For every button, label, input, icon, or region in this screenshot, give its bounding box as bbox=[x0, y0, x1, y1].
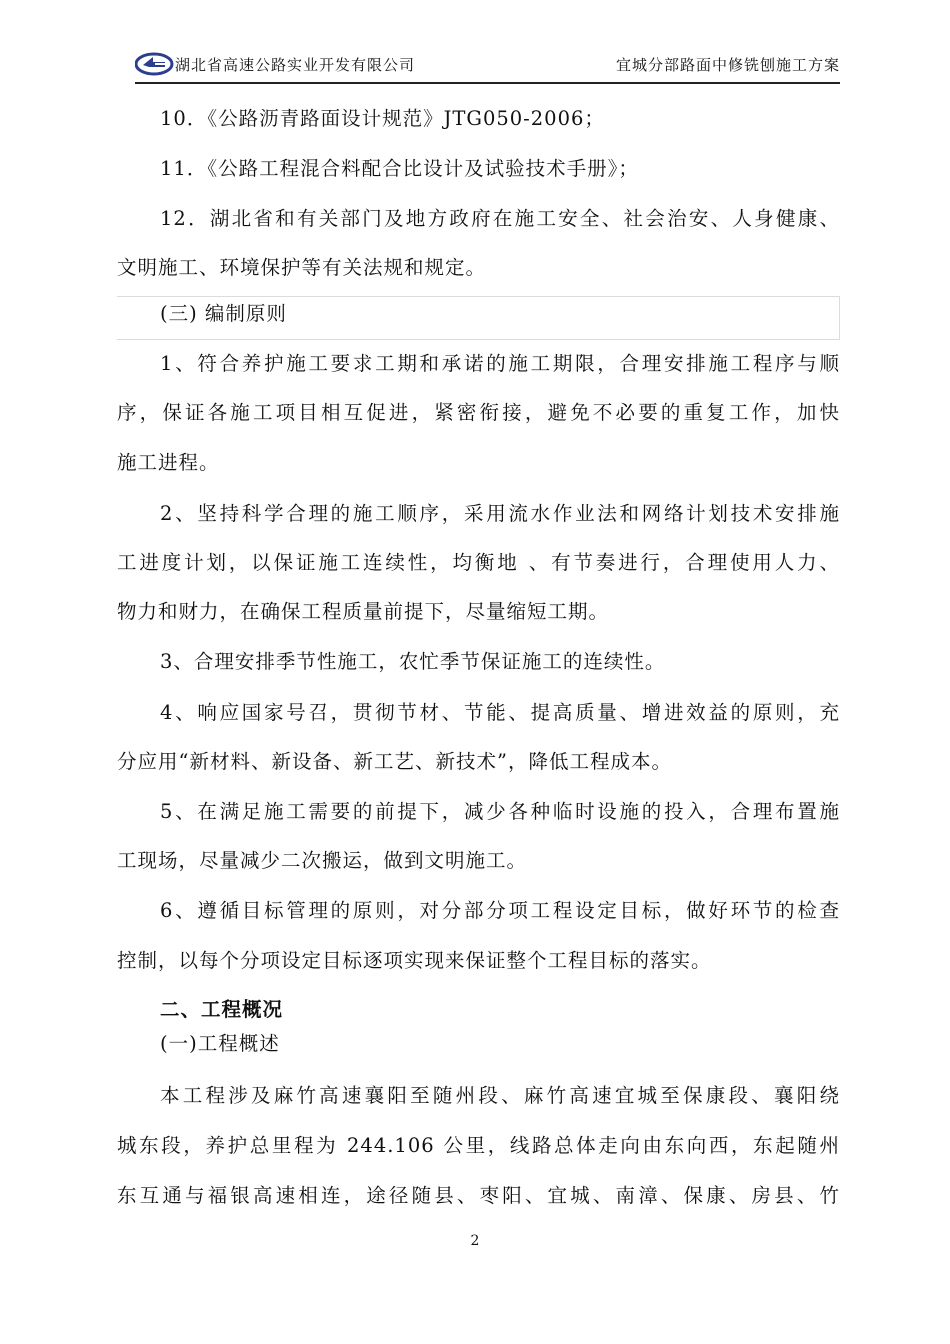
overview-paragraph-cont: 城东段，养护总里程为 244.106 公里，线路总体走向由东向西，东起随州 bbox=[117, 1134, 840, 1157]
chapter-heading-overview: 二、工程概况 bbox=[160, 998, 284, 1021]
reference-item-12: 12．湖北省和有关部门及地方政府在施工安全、社会治安、人身健康、 bbox=[160, 207, 840, 230]
section-heading-principles: (三) 编制原则 bbox=[160, 302, 287, 325]
principle-4-cont: 分应用“新材料、新设备、新工艺、新技术”，降低工程成本。 bbox=[117, 750, 672, 773]
principle-5: 5、在满足施工需要的前提下，减少各种临时设施的投入，合理布置施 bbox=[160, 800, 840, 823]
principle-2-end: 物力和财力，在确保工程质量前提下，尽量缩短工期。 bbox=[117, 600, 610, 623]
reference-item-11: 11．《公路工程混合料配合比设计及试验技术手册》； bbox=[160, 157, 639, 180]
principle-2: 2、坚持科学合理的施工顺序，采用流水作业法和网络计划技术安排施 bbox=[160, 502, 840, 525]
page-header bbox=[135, 50, 840, 84]
principle-1-cont: 序，保证各施工项目相互促进，紧密衔接，避免不必要的重复工作，加快 bbox=[117, 401, 840, 424]
principle-1: 1、符合养护施工要求工期和承诺的施工期限，合理安排施工程序与顺 bbox=[160, 352, 840, 375]
company-logo-icon bbox=[135, 52, 175, 76]
principle-6: 6、遵循目标管理的原则，对分部分项工程设定目标，做好环节的检查 bbox=[160, 899, 840, 922]
principle-5-cont: 工现场，尽量减少二次搬运，做到文明施工。 bbox=[117, 849, 528, 872]
principle-1-end: 施工进程。 bbox=[117, 451, 220, 474]
principle-4: 4、响应国家号召，贯彻节材、节能、提高质量、增进效益的原则，充 bbox=[160, 701, 840, 724]
section-heading-overview: (一)工程概述 bbox=[160, 1032, 280, 1055]
reference-item-12-cont: 文明施工、环境保护等有关法规和规定。 bbox=[117, 256, 487, 279]
document-title: 宜城分部路面中修铣刨施工方案 bbox=[615, 56, 840, 74]
reference-item-10: 10．《公路沥青路面设计规范》JTG050-2006； bbox=[160, 107, 605, 130]
company-name: 湖北省高速公路实业开发有限公司 bbox=[175, 56, 416, 74]
principle-3: 3、合理安排季节性施工，农忙季节保证施工的连续性。 bbox=[160, 650, 666, 673]
overview-paragraph-cont2: 东互通与福银高速相连，途径随县、枣阳、宜城、南漳、保康、房县、竹 bbox=[117, 1184, 840, 1207]
page-number: 2 bbox=[470, 1233, 480, 1249]
principle-6-cont: 控制，以每个分项设定目标逐项实现来保证整个工程目标的落实。 bbox=[117, 949, 712, 972]
principle-2-cont: 工进度计划，以保证施工连续性，均衡地 、有节奏进行，合理使用人力、 bbox=[117, 551, 840, 574]
overview-paragraph: 本工程涉及麻竹高速襄阳至随州段、麻竹高速宜城至保康段、襄阳绕 bbox=[160, 1084, 840, 1107]
